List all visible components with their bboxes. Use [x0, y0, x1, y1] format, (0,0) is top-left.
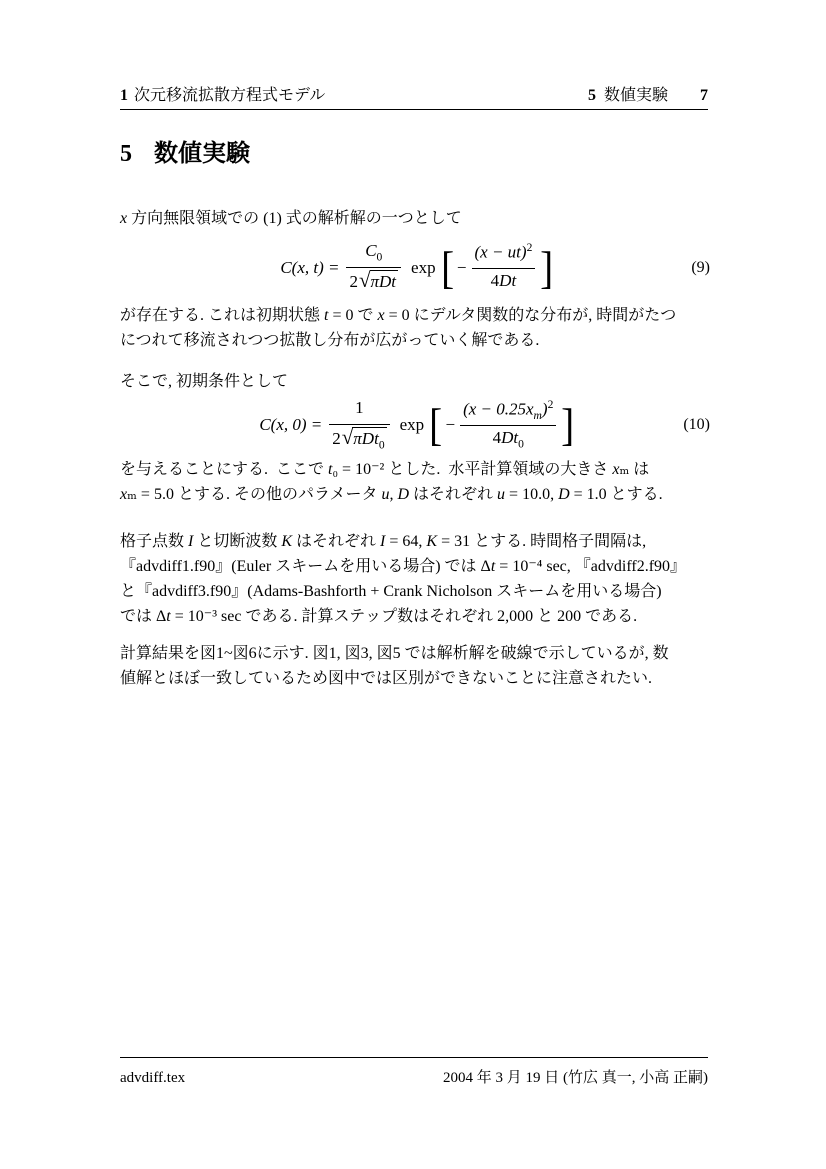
math-symbol: ) [520, 243, 527, 263]
text-line [120, 328, 712, 353]
math-symbol: Dt [499, 271, 517, 291]
text-line [120, 554, 712, 579]
page-number: 7 [700, 87, 708, 104]
text-line [120, 206, 712, 231]
inline-math: I [188, 533, 194, 550]
paragraph-solution-desc [120, 303, 712, 353]
doc-title-number: 1 [120, 87, 128, 104]
fraction-denominator [329, 424, 389, 452]
fraction-bar [472, 268, 536, 269]
inline-math: D [558, 486, 570, 503]
body-text: = 1.0 とする. [569, 486, 663, 503]
equation-lhs: C(x, t) = [280, 258, 340, 277]
paragraph-initial-condition-intro [120, 369, 712, 394]
inline-math: I [380, 533, 386, 550]
equation-9-body [280, 241, 554, 295]
body-text: ₘ は [619, 461, 650, 478]
header-section-number: 5 [587, 87, 596, 104]
equation-10-body [259, 398, 575, 452]
body-text: = 10⁻³ sec である. 計算ステップ数はそれぞれ 2,000 と 200 である. [170, 608, 638, 625]
page-footer [120, 1057, 708, 1087]
fraction-numerator [460, 398, 556, 423]
fraction [329, 398, 389, 452]
math-superscript: 2 [547, 398, 554, 412]
math-symbol: πDt [353, 428, 379, 448]
math-coefficient: 2 [349, 271, 358, 291]
body-text: 格子点数 [120, 533, 189, 550]
body-text: はそれぞれ [409, 486, 498, 503]
inline-math: t [324, 307, 329, 324]
text-line [120, 579, 712, 604]
paragraph-grid-settings [120, 529, 712, 629]
body-text: = 10⁻⁴ sec, 『advdiff2.f90』 [495, 558, 687, 575]
text-line [120, 369, 712, 394]
body-text: 値解とほぼ一致しているため図中では区別ができないことに注意されたい. [120, 670, 653, 687]
inline-math: t [328, 461, 333, 478]
section-heading [120, 140, 250, 168]
equation-number: (10) [683, 416, 710, 433]
body-text: が存在する. これは初期状態 [120, 307, 325, 324]
radical-sign: √ [341, 424, 354, 449]
math-symbol: (x − 0.25x [463, 400, 534, 420]
radical-sign: √ [358, 267, 371, 292]
body-text: そこで, 初期条件として [120, 373, 289, 390]
inline-math: u [497, 486, 506, 503]
math-subscript: m [533, 409, 542, 423]
math-symbol: Dt [501, 428, 519, 448]
math-symbol: 1 [355, 398, 364, 418]
header-section-title: 数値実験 [603, 87, 668, 104]
body-text: = 0 にデルタ関数的な分布が, 時間がたつ [384, 307, 677, 324]
body-text: ₀ = 10⁻² とした. 水平計算領域の大きさ [332, 461, 613, 478]
fraction-numerator [362, 241, 385, 264]
inline-math: x [120, 486, 128, 503]
paragraph-parameters [120, 457, 712, 507]
math-symbol: C [365, 241, 377, 261]
text-line [120, 604, 712, 629]
inline-math: K [426, 533, 438, 550]
body-text: では Δ [120, 608, 167, 625]
body-text: = 31 とする. 時間格子間隔は, [437, 533, 647, 550]
open-bracket: [ [440, 241, 454, 293]
footer-filename: advdiff.tex [120, 1070, 186, 1086]
body-text: = 0 で [328, 307, 378, 324]
body-text: 『advdiff1.f90』(Euler スキームを用いる場合) では Δ [120, 558, 491, 575]
body-text: = 64, [385, 533, 427, 550]
header-doc-title [120, 86, 325, 105]
text-line [120, 529, 712, 554]
radicand [352, 427, 386, 452]
inline-math: t [166, 608, 171, 625]
section-number: 5 [120, 141, 132, 167]
equation-10 [120, 397, 712, 453]
inline-math: u, D [381, 486, 410, 503]
equation-9 [120, 240, 712, 296]
math-symbol: (x − ut [474, 243, 521, 263]
open-bracket: [ [429, 398, 443, 450]
radicand [370, 270, 399, 295]
inline-math: K [281, 533, 293, 550]
text-line [120, 457, 712, 482]
math-subscript: 0 [378, 437, 385, 451]
fraction-denominator [488, 271, 520, 294]
fraction [460, 398, 556, 451]
close-bracket: ] [561, 398, 575, 450]
fraction-numerator [352, 398, 367, 421]
section-title-text: 数値実験 [154, 140, 250, 167]
text-line [120, 641, 712, 666]
body-text: 計算結果を図1~図6に示す. 図1, 図3, 図5 では解析解を破線で示しているが, 数 [120, 645, 669, 662]
math-coefficient: 4 [492, 428, 502, 448]
text-line [120, 482, 712, 507]
math-superscript: 2 [526, 241, 533, 255]
math-symbol: πDt [370, 271, 397, 291]
minus-sign: − [445, 415, 456, 434]
footer-date-authors: 2004 年 3 月 19 日 (竹広 真一, 小高 正嗣) [443, 1070, 708, 1086]
body-text: と『advdiff3.f90』(Adams-Bashforth + Crank Nicholson スキームを用いる場合) [120, 583, 662, 600]
body-text: ₘ = 5.0 とする. その他のパラメータ [127, 486, 382, 503]
fraction-denominator [346, 267, 401, 295]
fraction [346, 241, 401, 295]
minus-sign: − [456, 258, 467, 277]
inline-math: t [490, 558, 496, 575]
body-text: と切断波数 [193, 533, 282, 550]
math-subscript: 0 [376, 250, 383, 264]
fraction-numerator [472, 241, 536, 266]
fraction-bar [346, 267, 401, 268]
inline-math: x [612, 461, 620, 478]
math-coefficient: 2 [332, 428, 341, 448]
equation-number: (9) [691, 259, 710, 276]
math-coefficient: 4 [490, 271, 500, 291]
doc-title-text: 次元移流拡散方程式モデル [134, 87, 326, 104]
body-text: はそれぞれ [292, 533, 381, 550]
body-text: 方向無限領域での (1) 式の解析解の一つとして [127, 210, 462, 227]
exp-operator: exp [411, 258, 436, 277]
math-subscript: 0 [518, 437, 524, 451]
inline-math: x [120, 210, 128, 227]
fraction-bar [329, 424, 389, 425]
page-header [120, 86, 708, 110]
math-symbol: ) [541, 400, 548, 420]
exp-operator: exp [399, 415, 425, 434]
fraction [472, 241, 536, 294]
body-text: につれて移流されつつ拡散し分布が広がっていく解である. [120, 332, 540, 349]
close-bracket: ] [540, 241, 554, 293]
header-section-ref [588, 86, 708, 105]
fraction-denominator [490, 428, 527, 451]
inline-math: x [377, 307, 385, 324]
paragraph-results [120, 641, 712, 691]
text-line [120, 303, 712, 328]
body-text: を与えることにする. ここで [120, 461, 329, 478]
text-line [120, 666, 712, 691]
paragraph-intro [120, 206, 712, 231]
equation-lhs: C(x, 0) = [259, 415, 323, 434]
body-text: = 10.0, [505, 486, 559, 503]
fraction-bar [460, 425, 556, 426]
